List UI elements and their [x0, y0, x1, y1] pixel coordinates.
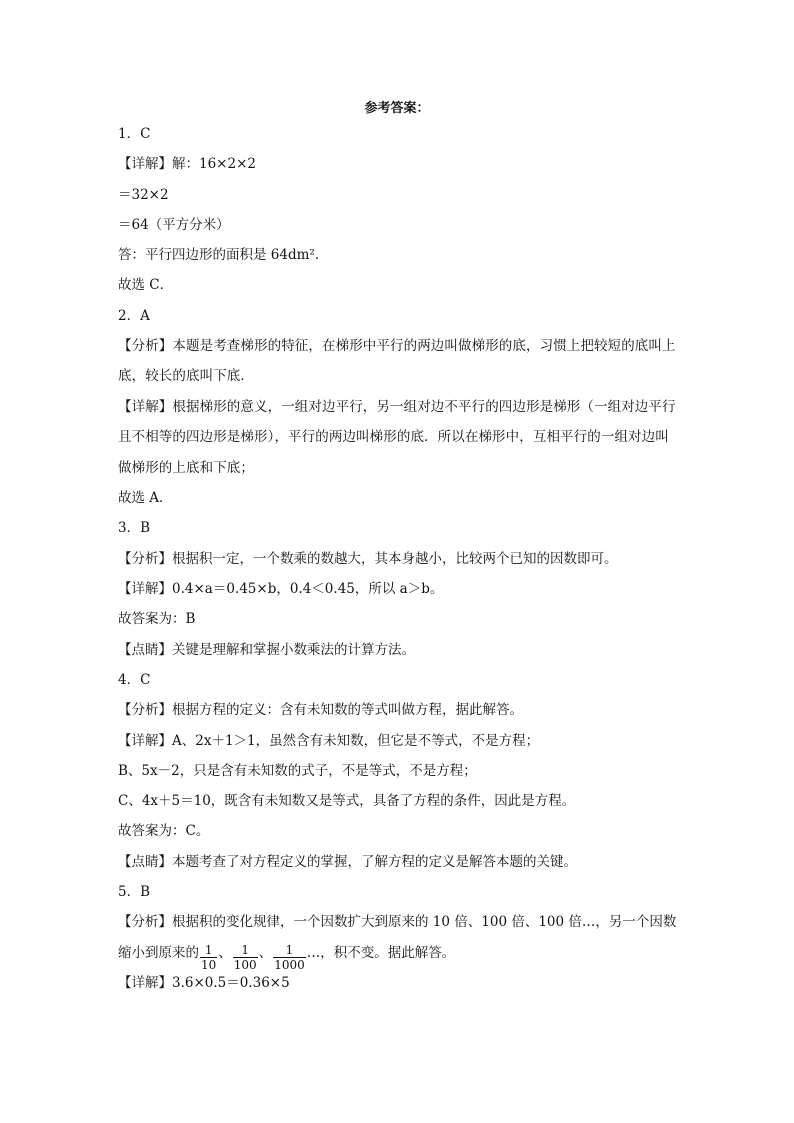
q4-comment: 【点睛】本题考查了对方程定义的掌握，了解方程的定义是解答本题的关键。	[118, 853, 577, 870]
fraction-numerator: 1	[200, 943, 217, 958]
q3-answer: 故答案为：B	[118, 611, 196, 628]
fraction-numerator: 1	[233, 943, 258, 958]
q5-analysis-line-1: 【分析】根据积的变化规律，一个因数扩大到原来的 10 倍、100 倍、100 倍…，另一个因数	[118, 914, 677, 931]
fraction-one-hundredth	[233, 943, 258, 972]
fraction-one-thousandth	[273, 943, 306, 972]
q4-number: 4．C	[118, 671, 151, 688]
q4-analysis: 【分析】根据方程的定义：含有未知数的等式叫做方程，据此解答。	[118, 702, 523, 719]
q5-analysis-line-2	[118, 938, 680, 972]
fraction-one-tenth	[200, 943, 217, 972]
fraction-numerator: 1	[273, 943, 306, 958]
q4-answer: 故答案为：C。	[118, 823, 210, 840]
q4-detail-c: C、4x＋5＝10，既含有未知数又是等式，具备了方程的条件，因此是方程。	[118, 793, 576, 810]
q3-comment: 【点睛】关键是理解和掌握小数乘法的计算方法。	[118, 641, 415, 658]
q2-number: 2．A	[118, 307, 150, 324]
q2-choice: 故选 A．	[118, 490, 173, 507]
fraction-denominator: 1000	[274, 957, 305, 972]
q5-analysis-suffix: …，积不变。据此解答。	[306, 944, 456, 961]
q1-step-1: ＝32×2	[118, 186, 169, 203]
q3-analysis: 【分析】根据积一定，一个数乘的数越大，其本身越小，比较两个已知的因数即可。	[118, 550, 618, 567]
q5-detail: 【详解】3.6×0.5＝0.36×5	[118, 974, 290, 991]
q2-analysis: 【分析】本题是考查梯形的特征，在梯形中平行的两边叫做梯形的底，习惯上把较短的底叫上底，较长的底叫下底．	[118, 338, 676, 385]
q2-detail: 【详解】根据梯形的意义，一组对边平行，另一组对边不平行的四边形是梯形（一组对边平行且不相等的四边形是梯形），平行的两边叫梯形的底．所以在梯形中，互相平行的一组对边叫做梯形的上底和下底；	[118, 398, 676, 476]
fraction-separator: 、	[258, 944, 273, 961]
q3-detail: 【详解】0.4×a＝0.45×b，0.4＜0.45，所以 a＞b。	[118, 581, 444, 598]
page-title: 参考答案：	[364, 101, 430, 116]
q1-step-2: ＝64（平方分米）	[118, 216, 230, 233]
fraction-denominator: 100	[233, 957, 257, 972]
q1-number: 1．C	[118, 126, 151, 142]
answer-content	[118, 124, 680, 1003]
q3-number: 3．B	[118, 520, 151, 537]
q1-detail: 【详解】解：16×2×2	[118, 156, 256, 173]
q4-detail-a: 【详解】A、2x＋1＞1，虽然含有未知数，但它是不等式，不是方程；	[118, 732, 540, 749]
q5-number: 5．B	[118, 884, 151, 901]
q5-analysis-prefix: 缩小到原来的	[118, 944, 199, 961]
q4-detail-b: B、5x－2，只是含有未知数的式子，不是等式，不是方程；	[118, 762, 477, 779]
fraction-denominator: 10	[201, 957, 217, 972]
q1-answer: 答：平行四边形的面积是 64dm²．	[118, 247, 329, 264]
fraction-separator: 、	[218, 944, 232, 961]
q1-choice: 故选 C．	[118, 277, 174, 294]
